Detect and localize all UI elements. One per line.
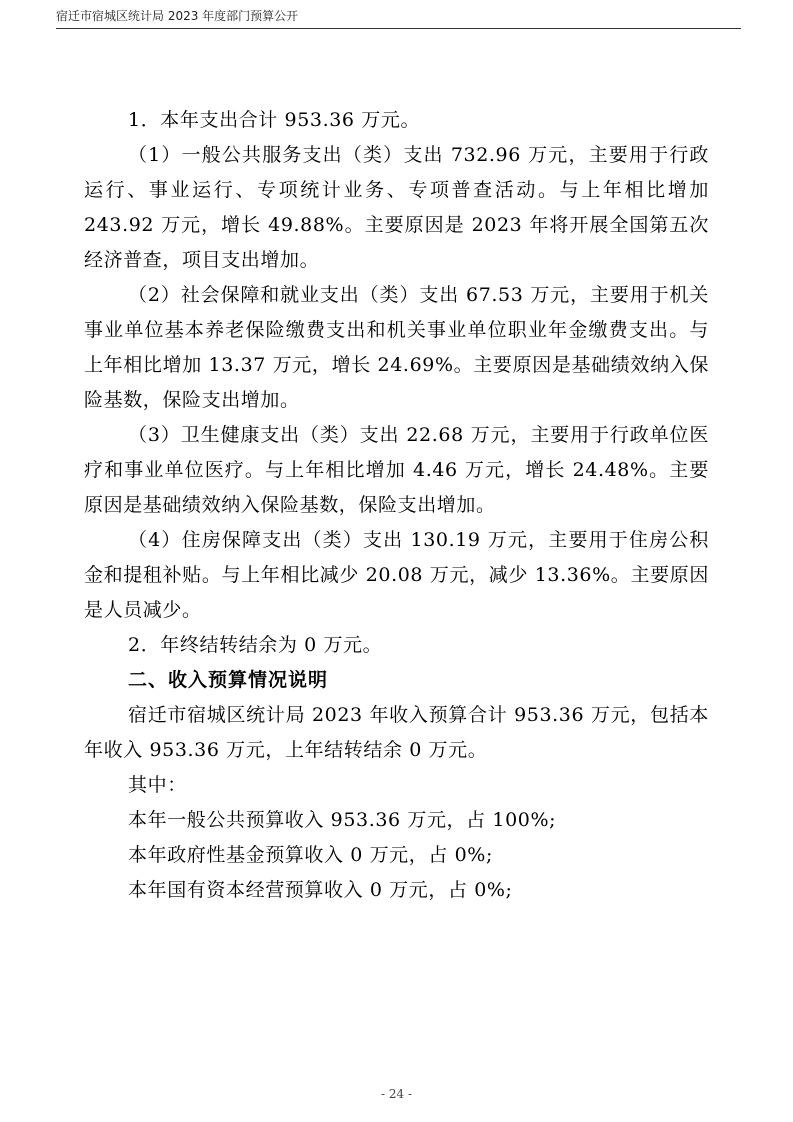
body-paragraph: （1）一般公共服务支出（类）支出 732.96 万元，主要用于行政运行、事业运行、专项统计业务、专项普查活动。与上年相比增加 243.92 万元，增长 49.88%。主要原因是 2023 年将开展全国第五次经济普查，项目支出增加。 — [84, 144, 709, 271]
body-paragraph: 宿迁市宿城区统计局 2023 年收入预算合计 953.36 万元，包括本年收入 953.36 万元，上年结转结余 0 万元。 — [84, 704, 709, 761]
document-body — [84, 103, 709, 908]
body-paragraph: 本年政府性基金预算收入 0 万元，占 0%; — [128, 844, 493, 866]
page-number: - 24 - — [380, 1087, 412, 1101]
body-paragraph: 2．年终结转结余为 0 万元。 — [128, 634, 383, 656]
body-paragraph: （3）卫生健康支出（类）支出 22.68 万元，主要用于行政单位医疗和事业单位医疗。与上年相比增加 4.46 万元，增长 24.48%。主要原因是基础绩效纳入保险基数，保险支出增加。 — [84, 424, 709, 516]
body-paragraph: 本年一般公共预算收入 953.36 万元，占 100%; — [128, 809, 557, 831]
section-heading: 二、收入预算情况说明 — [128, 669, 329, 691]
body-paragraph: （2）社会保障和就业支出（类）支出 67.53 万元，主要用于机关事业单位基本养老保险缴费支出和机关事业单位职业年金缴费支出。与上年相比增加 13.37 万元，增长 24.69%。主要原因是基础绩效纳入保险基数，保险支出增加。 — [84, 284, 709, 411]
header-rule — [56, 28, 741, 29]
body-paragraph: 本年国有资本经营预算收入 0 万元，占 0%; — [128, 879, 513, 901]
running-header: 宿迁市宿城区统计局 2023 年度部门预算公开 — [56, 9, 299, 23]
body-paragraph: （4）住房保障支出（类）支出 130.19 万元，主要用于住房公积金和提租补贴。与上年相比减少 20.08 万元，减少 13.36%。主要原因是人员减少。 — [84, 529, 709, 621]
body-paragraph: 1．本年支出合计 953.36 万元。 — [128, 109, 421, 131]
body-paragraph: 其中： — [128, 774, 187, 796]
